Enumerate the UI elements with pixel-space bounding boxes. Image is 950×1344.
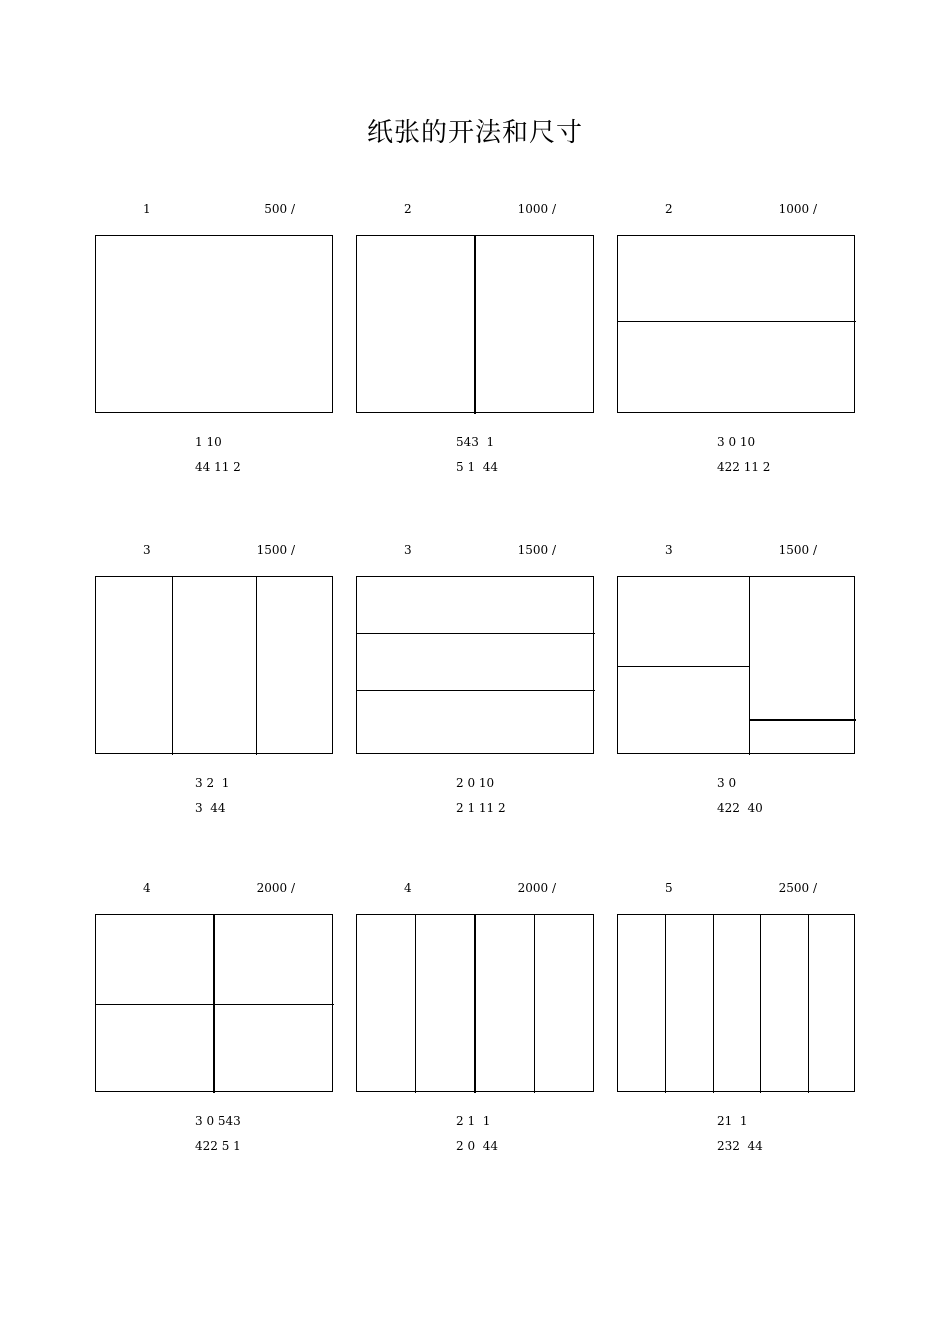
size-line xyxy=(167,1138,327,1154)
cut-price: 2000 / xyxy=(256,881,295,895)
size-value: 2 0 10 xyxy=(456,776,495,790)
cut-price: 1000 / xyxy=(517,202,556,216)
cut-line xyxy=(749,719,856,721)
size-line xyxy=(428,1138,588,1154)
panel-header xyxy=(95,880,333,896)
cut-line xyxy=(357,633,595,634)
paper-sheet xyxy=(356,576,594,754)
cut-line xyxy=(713,915,714,1093)
size-line xyxy=(689,775,849,791)
paper-sheet xyxy=(617,235,855,413)
size-value: 3 44 xyxy=(195,801,226,815)
cut-line xyxy=(618,666,749,667)
paper-sheet xyxy=(95,235,333,413)
cut-count: 2 xyxy=(665,202,673,216)
cut-line xyxy=(808,915,809,1093)
cut-line xyxy=(618,321,856,322)
cut-count: 5 xyxy=(665,881,673,895)
size-line xyxy=(167,1113,327,1129)
cut-price: 1000 / xyxy=(778,202,817,216)
size-line xyxy=(167,459,327,475)
panel-header xyxy=(356,542,594,558)
size-value: 5 1 44 xyxy=(456,460,498,474)
size-value: 2 1 11 2 xyxy=(456,801,506,815)
size-value: 422 40 xyxy=(717,801,763,815)
paper-sheet xyxy=(95,914,333,1092)
size-value: 422 5 1 xyxy=(195,1139,241,1153)
panel-header xyxy=(95,201,333,217)
size-value: 21 1 xyxy=(717,1114,748,1128)
size-line xyxy=(167,775,327,791)
cut-line xyxy=(760,915,761,1093)
size-value: 44 11 2 xyxy=(195,460,241,474)
size-value: 543 1 xyxy=(456,435,495,449)
panel-header xyxy=(617,201,855,217)
panel-header xyxy=(95,542,333,558)
size-line xyxy=(428,459,588,475)
size-value: 422 11 2 xyxy=(717,460,771,474)
paper-sheet xyxy=(356,914,594,1092)
cut-line xyxy=(474,915,476,1093)
cut-line xyxy=(96,1004,334,1005)
size-line xyxy=(689,459,849,475)
size-value: 3 0 543 xyxy=(195,1114,241,1128)
cut-price: 1500 / xyxy=(256,543,295,557)
paper-sheet xyxy=(95,576,333,754)
panel-header xyxy=(356,201,594,217)
cut-price: 1500 / xyxy=(778,543,817,557)
size-line xyxy=(428,1113,588,1129)
cut-count: 4 xyxy=(143,881,151,895)
panel-header xyxy=(617,880,855,896)
paper-sheet xyxy=(356,235,594,413)
size-line xyxy=(428,775,588,791)
size-line xyxy=(689,1138,849,1154)
size-value: 3 0 xyxy=(717,776,737,790)
cut-price: 1500 / xyxy=(517,543,556,557)
cut-count: 2 xyxy=(404,202,412,216)
size-value: 3 2 1 xyxy=(195,776,230,790)
size-value: 2 0 44 xyxy=(456,1139,498,1153)
cut-line xyxy=(534,915,535,1093)
cut-count: 3 xyxy=(143,543,151,557)
size-value: 232 44 xyxy=(717,1139,763,1153)
cut-line xyxy=(415,915,416,1093)
size-value: 3 0 10 xyxy=(717,435,756,449)
cut-line xyxy=(665,915,666,1093)
size-value: 1 10 xyxy=(195,435,222,449)
cut-count: 3 xyxy=(665,543,673,557)
size-line xyxy=(689,1113,849,1129)
page-title: 纸张的开法和尺寸 xyxy=(366,118,583,148)
panel-header xyxy=(356,880,594,896)
size-line xyxy=(689,800,849,816)
paper-sheet xyxy=(617,914,855,1092)
size-line xyxy=(428,800,588,816)
cut-line xyxy=(357,690,595,691)
cut-line xyxy=(474,236,476,414)
cut-line xyxy=(172,577,173,755)
size-line xyxy=(167,434,327,450)
cut-line xyxy=(749,577,750,755)
size-line xyxy=(689,434,849,450)
size-line xyxy=(167,800,327,816)
panel-header xyxy=(617,542,855,558)
size-value: 2 1 1 xyxy=(456,1114,491,1128)
cut-count: 1 xyxy=(143,202,151,216)
cut-price: 2000 / xyxy=(517,881,556,895)
cut-count: 4 xyxy=(404,881,412,895)
cut-price: 2500 / xyxy=(778,881,817,895)
size-line xyxy=(428,434,588,450)
cut-price: 500 / xyxy=(264,202,295,216)
cut-line xyxy=(256,577,257,755)
paper-sheet xyxy=(617,576,855,754)
cut-count: 3 xyxy=(404,543,412,557)
